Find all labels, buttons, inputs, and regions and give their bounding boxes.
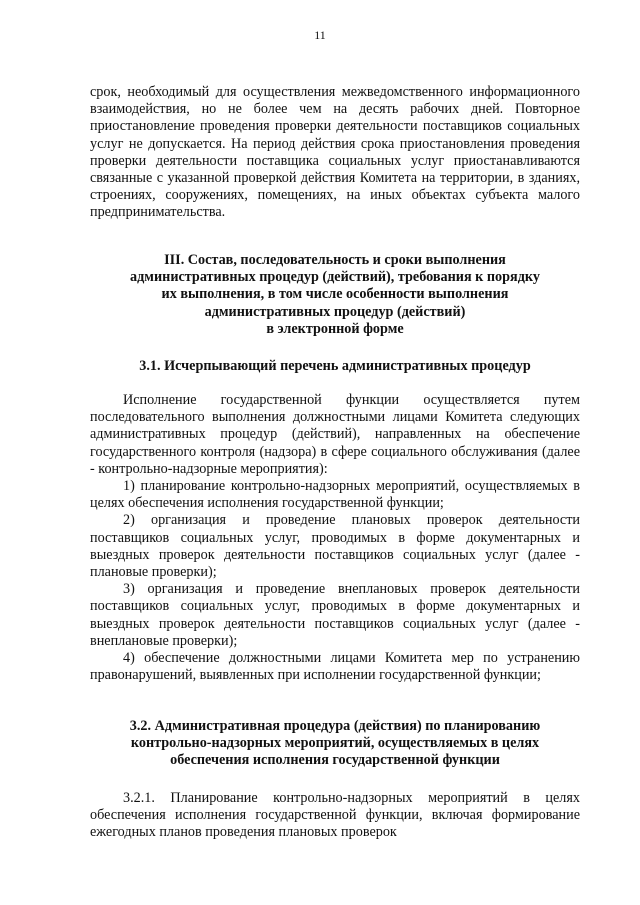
heading-line: контрольно-надзорных мероприятий, осуществляемых в целях: [130, 735, 540, 752]
subsection-3-2-heading: [90, 718, 580, 770]
heading-line: 3.2. Административная процедура (действия) по планированию: [129, 718, 541, 734]
page-number: 11: [314, 28, 326, 42]
intro-paragraph: срок, необходимый для осуществления межведомственного информационного взаимодействия, но не более чем на десять рабочих дней. Повторное приостановление проведения проверки деятельности поставщиков социальных услуг не допускается. На период действия срока приостановления проведения проверки деятельности поставщика социальных услуг приостанавливаются связанные с указанной проверкой действия Комитета на территории, в зданиях, строениях, сооружениях, помещениях, на иных объектах субъекта малого предпринимательства.: [90, 84, 580, 221]
heading-line: их выполнения, в том числе особенности выполнения: [161, 286, 509, 303]
heading-line: в электронной форме: [266, 320, 404, 337]
list-item: 3) организация и проведение внеплановых проверок деятельности поставщиков социальных услуг, проводимых в форме документарных и выездных проверок деятельности поставщиков социальных услуг (далее - внеплановые проверки);: [90, 581, 580, 649]
heading-line: административных процедур (действий): [204, 303, 466, 320]
subsection-3-1-heading: 3.1. Исчерпывающий перечень административных процедур: [139, 358, 531, 374]
section-3-heading: [90, 252, 580, 338]
list-item: 4) обеспечение должностными лицами Комитета мер по устранению правонарушений, выявленных при исполнении государственной функции;: [90, 650, 580, 684]
list-item: 2) организация и проведение плановых проверок деятельности поставщиков социальных услуг, проводимых в форме документарных и выездных проверок деятельности поставщиков социальных услуг (далее - плановые проверки);: [90, 512, 580, 581]
subsection-3-2-paragraph: 3.2.1. Планирование контрольно-надзорных мероприятий в целях обеспечения исполнения государственной функции, включая формирование ежегодных планов проведения плановых проверок: [90, 790, 580, 841]
list-item: 1) планирование контрольно-надзорных мероприятий, осуществляемых в целях обеспечения исполнения государственной функции;: [90, 478, 580, 512]
heading-line: административных процедур (действий), требования к порядку: [130, 269, 540, 286]
lead-paragraph: Исполнение государственной функции осуществляется путем последовательного выполнения должностными лицами Комитета следующих административных процедур (действий), направленных на обеспечение государственного контроля (надзора) в сфере социального обслуживания (далее - контрольно-надзорные мероприятия):: [90, 392, 580, 477]
heading-line: обеспечения исполнения государственной функции: [170, 752, 500, 769]
heading-line: III. Состав, последовательность и сроки выполнения: [164, 252, 506, 268]
subsection-3-1-body: [90, 392, 580, 684]
